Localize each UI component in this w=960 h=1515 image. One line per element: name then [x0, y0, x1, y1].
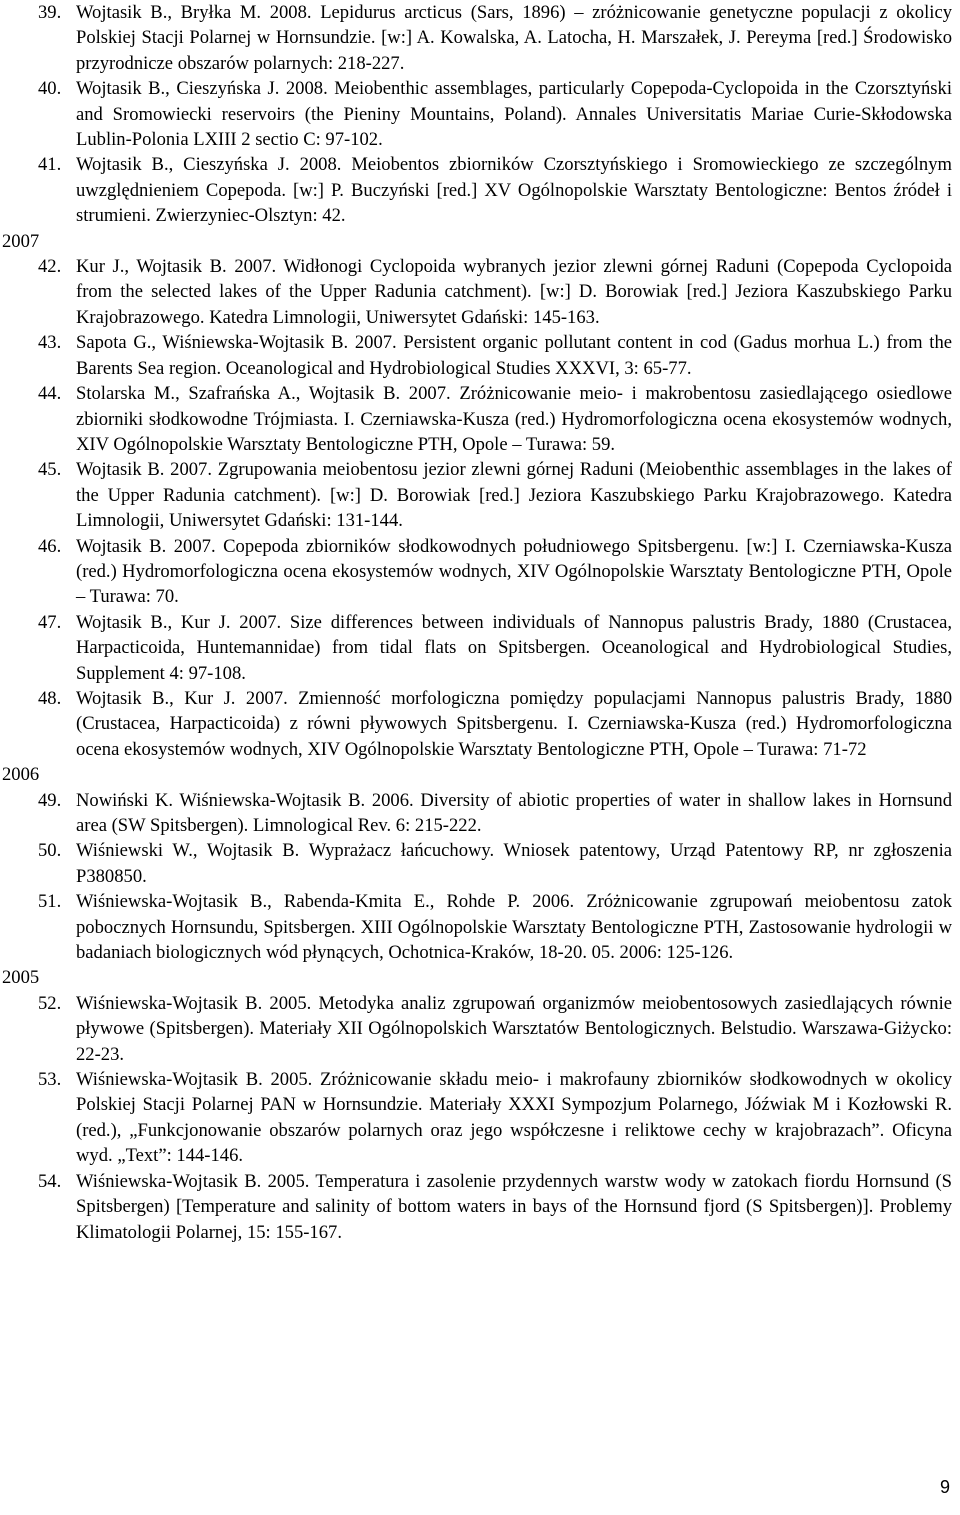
reference-number: 51.: [38, 891, 62, 913]
reference-text: Sapota G., Wiśniewska-Wojtasik B. 2007. Persistent organic pollutant content in cod (Gadus morhua L.) from the Barents Sea region. Oceanological and Hydrobiological Studies XXXVI, 3: 65-77.: [76, 332, 952, 379]
reference-number: 54.: [38, 1170, 62, 1192]
reference-entry: [0, 76, 960, 152]
reference-entry: [0, 610, 960, 686]
reference-entry: [0, 330, 960, 381]
reference-number: 50.: [38, 840, 62, 862]
reference-text: Wojtasik B. 2007. Zgrupowania meiobentosu jezior zlewni górnej Raduni (Meiobenthic assemblages in the lakes of the Upper Radunia catchment). [w:] D. Borowiak [red.] Jeziora Kaszubskiego Parku Krajobrazowego. Katedra Limnologii, Uniwersytet Gdański: 131-144.: [76, 459, 952, 532]
entries-2008: [0, 0, 960, 229]
reference-number: 47.: [38, 611, 62, 633]
reference-text: Wojtasik B., Cieszyńska J. 2008. Meiobenthic assemblages, particularly Copepoda-Cyclopoida in the Czorsztyński and Sromowiecki reservoirs (the Pieniny Mountains, Poland). Annales Universitatis Mariae Curie-Skłodowska Lublin-Polonia LXIII 2 sectio C: 97-102.: [76, 78, 952, 151]
reference-number: 40.: [38, 78, 62, 100]
reference-number: 49.: [38, 789, 62, 811]
year-heading-2007: 2007: [2, 230, 40, 252]
reference-entry: [0, 889, 960, 965]
reference-entry: [0, 534, 960, 610]
entries-2006: [0, 788, 960, 966]
reference-entry: [0, 1067, 960, 1169]
reference-entry: [0, 788, 960, 839]
reference-number: 39.: [38, 2, 62, 23]
reference-text: Wojtasik B. 2007. Copepoda zbiorników słodkowodnych południowego Spitsbergenu. [w:] I. Czerniawska-Kusza (red.) Hydromorfologiczna ocena ekosystemów wodnych, XIV Ogólnopolskie Warsztaty Bentologiczne PTH, Opole – Turawa: 70.: [76, 535, 952, 608]
reference-entry: [0, 0, 960, 76]
page-number: 9: [939, 1477, 950, 1497]
reference-entry: [0, 381, 960, 457]
reference-text: Wojtasik B., Bryłka M. 2008. Lepidurus arcticus (Sars, 1896) – zróżnicowanie genetyczne populacji z okolicy Polskiej Stacji Polarnej w Hornsundzie. [w:] A. Kowalska, A. Latocha, H. Marszałek, J. Pereyma [red.] Środowisko przyrodnicze obszarów polarnych: 218-227.: [76, 2, 952, 74]
reference-entry: [0, 254, 960, 330]
reference-text: Wiśniewska-Wojtasik B., Rabenda-Kmita E., Rohde P. 2006. Zróżnicowanie zgrupowań meiobentosu zatok pobocznych Hornsundu, Spitsbergen. XIII Ogólnopolskie Warsztaty Bentologiczne PTH, Zastosowanie hydrologii w badaniach biologicznych wód płynących, Ochotnica-Kraków, 18-20. 05. 2006: 125-126.: [76, 891, 952, 964]
reference-text: Nowiński K. Wiśniewska-Wojtasik B. 2006. Diversity of abiotic properties of water in shallow lakes in Hornsund area (SW Spitsbergen). Limnological Rev. 6: 215-222.: [76, 789, 952, 836]
reference-number: 52.: [38, 992, 62, 1014]
reference-number: 43.: [38, 332, 62, 354]
reference-entry: [0, 686, 960, 762]
reference-number: 41.: [38, 154, 62, 176]
reference-text: Kur J., Wojtasik B. 2007. Widłonogi Cyclopoida wybranych jezior zlewni górnej Raduni (Copepoda Cyclopoida from the selected lakes of the Upper Radunia catchment). [w:] D. Borowiak [red.] Jeziora Kaszubskiego Parku Krajobrazowego. Katedra Limnologii, Uniwersytet Gdański: 145-163.: [76, 256, 952, 328]
reference-number: 46.: [38, 535, 62, 557]
reference-text: Wiśniewska-Wojtasik B. 2005. Temperatura i zasolenie przydennych warstw wody w zatokach fiordu Hornsund (S Spitsbergen) [Temperature and salinity of bottom waters in bays of the Hornsund fjord (S Spitsbergen)]. Problemy Klimatologii Polarnej, 15: 155-167.: [76, 1170, 952, 1243]
reference-number: 45.: [38, 459, 62, 481]
reference-text: Wiśniewska-Wojtasik B. 2005. Metodyka analiz zgrupowań organizmów meiobentosowych zasiedlających równie pływowe (Spitsbergen). Materiały XII Ogólnopolskich Warsztatów Bentologicznych. Belstudio. Warszawa-Giżycko: 22-23.: [76, 992, 952, 1065]
reference-text: Wiśniewska-Wojtasik B. 2005. Zróżnicowanie składu meio- i makrofauny zbiorników słodkowodnych w okolicy Polskiej Stacji Polarnej PAN w Hornsundzie. Materiały XXXI Sympozjum Polarnego, Jóźwiak M i Kozłowski R. (red.), „Funkcjonowanie obszarów polarnych oraz jego współczesne i reliktowe cechy w krajobrazach”. Oficyna wyd. „Text”: 144-146.: [76, 1069, 952, 1167]
entries-2005: [0, 991, 960, 1245]
reference-number: 53.: [38, 1069, 62, 1091]
reference-number: 44.: [38, 383, 62, 405]
reference-number: 48.: [38, 687, 62, 709]
reference-text: Wojtasik B., Kur J. 2007. Size differences between individuals of Nannopus palustris Brady, 1880 (Crustacea, Harpacticoida, Huntemannidae) from tidal flats on Spitsbergen. Oceanological and Hydrobiological Studies, Supplement 4: 97-108.: [76, 611, 952, 684]
reference-entry: [0, 991, 960, 1067]
entries-2007: [0, 254, 960, 762]
year-heading-2005: 2005: [2, 967, 40, 989]
reference-entry: [0, 457, 960, 533]
reference-entry: [0, 152, 960, 228]
year-heading-2006: 2006: [2, 764, 40, 786]
reference-text: Stolarska M., Szafrańska A., Wojtasik B. 2007. Zróżnicowanie meio- i makrobentosu zasiedlającego osiedlowe zbiorniki słodkowodne Trójmiasta. I. Czerniawska-Kusza (red.) Hydromorfologiczna ocena ekosystemów wodnych, XIV Ogólnopolskie Warsztaty Bentologiczne PTH, Opole – Turawa: 59.: [76, 383, 952, 455]
reference-entry: [0, 838, 960, 889]
reference-text: Wiśniewski W., Wojtasik B. Wyprażacz łańcuchowy. Wniosek patentowy, Urząd Patentowy RP, nr zgłoszenia P380850.: [76, 840, 952, 887]
reference-entry: [0, 1169, 960, 1245]
reference-number: 42.: [38, 256, 62, 278]
reference-text: Wojtasik B., Kur J. 2007. Zmienność morfologiczna pomiędzy populacjami Nannopus palustris Brady, 1880 (Crustacea, Harpacticoida) z równi pływowych Spitsbergenu. I. Czerniawska-Kusza (red.) Hydromorfologiczna ocena ekosystemów wodnych, XIV Ogólnopolskie Warsztaty Bentologiczne PTH, Opole – Turawa: 71-72: [76, 687, 952, 760]
reference-text: Wojtasik B., Cieszyńska J. 2008. Meiobentos zbiorników Czorsztyńskiego i Sromowieckiego ze szczególnym uwzględnieniem Copepoda. [w:] P. Buczyński [red.] XV Ogólnopolskie Warsztaty Bentologiczne: Bentos źródeł i strumieni. Zwierzyniec-Olsztyn: 42.: [76, 154, 952, 227]
